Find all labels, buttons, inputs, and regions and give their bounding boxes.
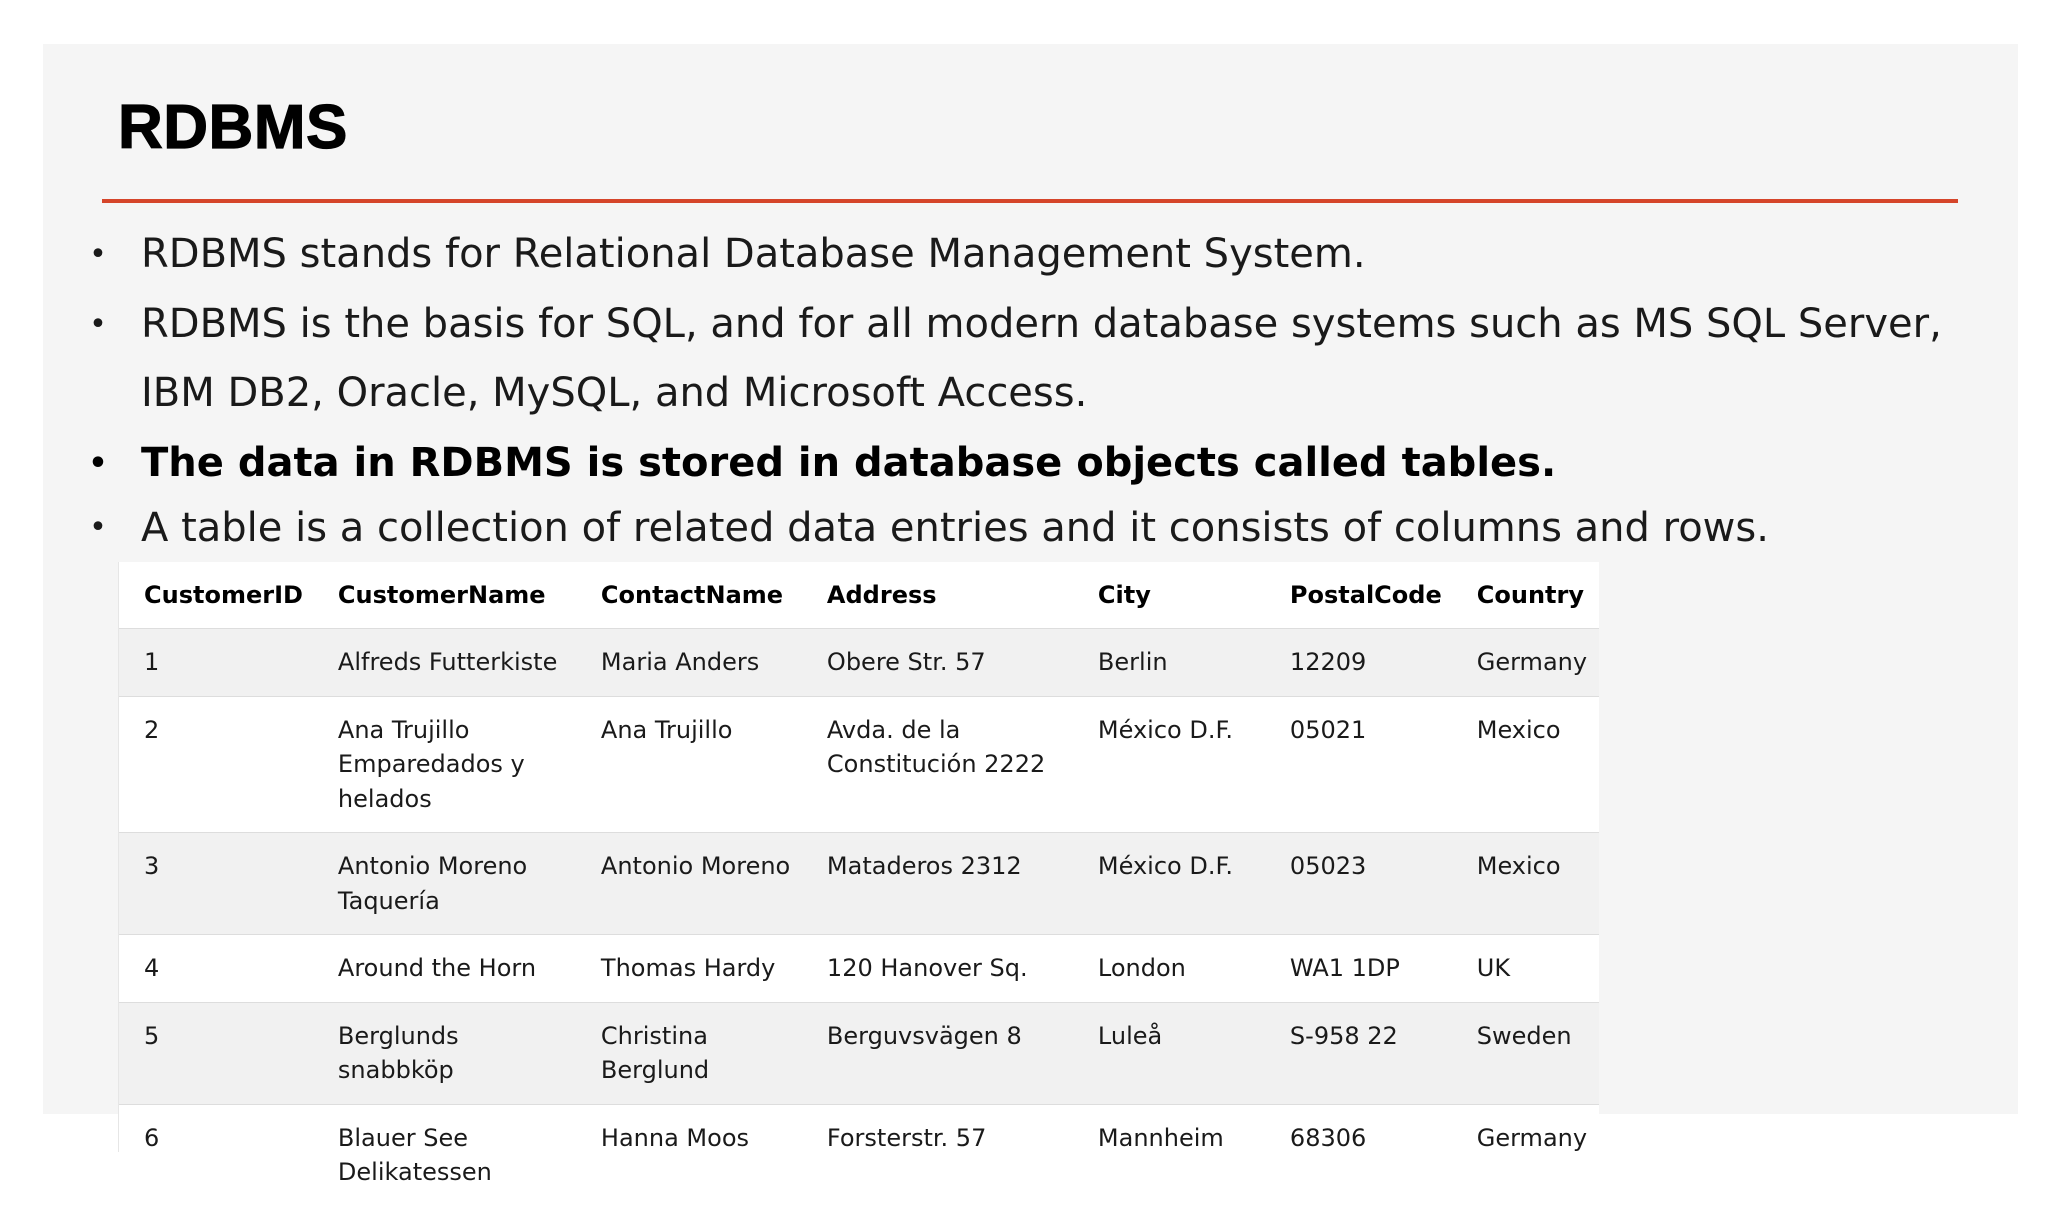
table-cell: 5 bbox=[144, 1021, 160, 1050]
table-cell: Antonio Moreno Taquería bbox=[337, 852, 528, 915]
table-cell: Avda. de la Constitución 2222 bbox=[826, 715, 1046, 778]
table-cell: Berlin bbox=[1097, 648, 1168, 676]
table-cell: Around the Horn bbox=[337, 954, 537, 982]
table-cell: 6 bbox=[144, 1123, 160, 1152]
table-cell: Mexico bbox=[1476, 852, 1561, 880]
table-cell: 1 bbox=[144, 648, 160, 676]
slide-title: RDBMS bbox=[118, 93, 348, 162]
bullet-item-bold bbox=[88, 429, 1988, 499]
bullet-item bbox=[88, 220, 1988, 290]
table-row bbox=[119, 935, 1599, 1003]
bullet-text: A table is a collection of related data entries and it consists of columns and rows. bbox=[141, 505, 1769, 551]
table-row bbox=[119, 629, 1599, 697]
bullet-text: The data in RDBMS is stored in database objects called tables. bbox=[141, 439, 1557, 486]
column-header: Country bbox=[1476, 581, 1584, 609]
column-header: PostalCode bbox=[1289, 581, 1442, 609]
table-cell: London bbox=[1097, 954, 1186, 982]
bullet-text: RDBMS stands for Relational Database Management System. bbox=[141, 231, 1366, 277]
table-cell: Hanna Moos bbox=[600, 1123, 750, 1152]
table-cell: Christina Berglund bbox=[600, 1021, 710, 1084]
column-header: CustomerID bbox=[144, 581, 303, 609]
customers-table-container bbox=[118, 562, 1599, 1186]
table-cell: 68306 bbox=[1289, 1123, 1367, 1152]
title-divider bbox=[102, 199, 1958, 203]
table-cell: Maria Anders bbox=[600, 648, 760, 676]
table-cell: Antonio Moreno bbox=[600, 852, 791, 880]
table-cell: Blauer See Delikatessen bbox=[337, 1123, 492, 1186]
table-cell: UK bbox=[1476, 954, 1511, 982]
column-header: ContactName bbox=[600, 581, 784, 609]
table-cell: 05023 bbox=[1289, 852, 1367, 880]
bullet-dot-icon: • bbox=[89, 306, 107, 342]
table-cell: Alfreds Futterkiste bbox=[337, 648, 558, 676]
table-cell: Ana Trujillo Emparedados y helados bbox=[337, 715, 525, 813]
table-cell: Sweden bbox=[1476, 1021, 1572, 1050]
table-cell: México D.F. bbox=[1097, 852, 1234, 880]
table-row bbox=[119, 1002, 1599, 1104]
bullet-dot-icon: • bbox=[89, 237, 107, 272]
table-cell: S-958 22 bbox=[1289, 1021, 1398, 1050]
bullet-item bbox=[88, 498, 1988, 558]
table-cell: 05021 bbox=[1289, 715, 1367, 744]
table-cell: Thomas Hardy bbox=[600, 954, 776, 982]
table-cell: 2 bbox=[144, 715, 160, 744]
table-cell: WA1 1DP bbox=[1289, 954, 1400, 982]
table-cell: Forsterstr. 57 bbox=[826, 1123, 987, 1152]
table-cell: Mannheim bbox=[1097, 1123, 1224, 1152]
bullet-item bbox=[88, 290, 1988, 429]
table-row bbox=[119, 696, 1599, 833]
table-cell: Mataderos 2312 bbox=[826, 852, 1022, 880]
bullet-text: RDBMS is the basis for SQL, and for all modern database systems such as MS SQL Server, IBM DB2, Oracle, MySQL, and Microsoft Access. bbox=[141, 300, 1942, 416]
table-cell: Berglunds snabbköp bbox=[337, 1021, 459, 1084]
column-header: City bbox=[1097, 581, 1151, 609]
bullet-dot-icon: • bbox=[89, 510, 107, 545]
table-row bbox=[119, 833, 1599, 935]
table-cell: Luleå bbox=[1097, 1021, 1163, 1050]
table-cell: Germany bbox=[1476, 648, 1588, 676]
table-cell: 120 Hanover Sq. bbox=[826, 954, 1028, 982]
column-header: Address bbox=[826, 581, 937, 609]
bullet-list bbox=[88, 220, 1988, 558]
bullet-dot-icon: • bbox=[88, 445, 108, 481]
table-cell: Germany bbox=[1476, 1123, 1588, 1152]
customers-table bbox=[119, 562, 1599, 1206]
table-cell: Mexico bbox=[1476, 715, 1561, 744]
column-header: CustomerName bbox=[337, 581, 546, 609]
table-cell: México D.F. bbox=[1097, 715, 1234, 744]
table-cell: 4 bbox=[144, 954, 160, 982]
table-cell: Ana Trujillo bbox=[600, 715, 733, 744]
table-cell: 3 bbox=[144, 852, 160, 880]
table-row bbox=[119, 1104, 1599, 1206]
table-header-row bbox=[119, 562, 1599, 629]
table-cell: 12209 bbox=[1289, 648, 1367, 676]
table-cell: Obere Str. 57 bbox=[826, 648, 986, 676]
table-cell: Berguvsvägen 8 bbox=[826, 1021, 1022, 1050]
